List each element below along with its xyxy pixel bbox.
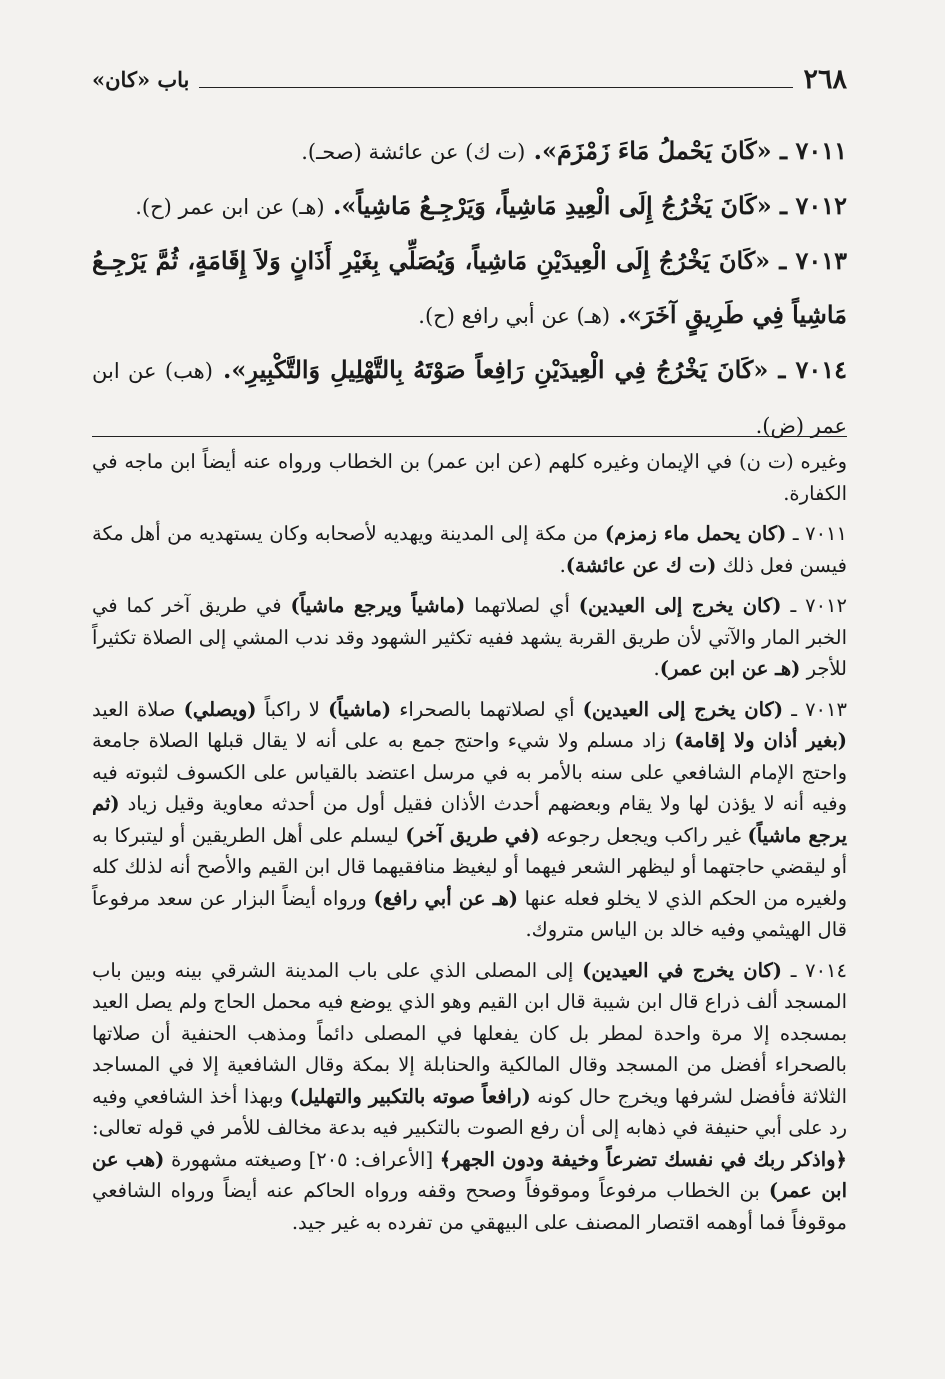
header-rule xyxy=(199,87,793,88)
commentary-bold-quote: (رافعاً صوته بالتكبير والتهليل) xyxy=(289,1084,531,1108)
hadith-source: (هـ) عن ابن عمر (ح). xyxy=(135,195,325,219)
commentary-text: صلاة العيد xyxy=(92,697,184,721)
commentary-bold-quote: (كان يخرج في العيدين) xyxy=(582,958,783,982)
commentary-text: . xyxy=(559,553,566,577)
commentary-text: ٧٠١٢ ـ xyxy=(781,594,848,617)
commentary-bold-quote: (ماشياً) xyxy=(328,697,392,721)
commentary-text: ٧٠١٤ ـ xyxy=(782,958,847,982)
page-number: ٢٦٨ xyxy=(803,63,847,95)
commentary-bold-quote: (كان يحمل ماء زمزم) xyxy=(604,522,787,545)
commentary-text: أي لصلاتهما xyxy=(465,594,579,617)
commentary-text: زاد مسلم ولا شيء واحتج جمع به على أنه لا يقال قبلها الصلاة جامعة واحتج الإمام الشافعي على سنه بالأمر به في مرسل اعتضد بالقياس على الكسوف لثبوته فيه وفيه أنه لا يؤذن لها ولا يقام وبعضهم أحدث الأذان فقيل أول من أحدثه معاوية وقيل زياد xyxy=(92,729,847,815)
hadith-entry: ٧٠١٤ ـ «كَانَ يَخْرُجُ فِي الْعِيدَيْنِ رَافِعاً صَوْتَهُ بِالتَّهْلِيلِ وَالتَّكْبِيرِ». (هب) عن ابن عمر (ض). xyxy=(92,355,847,438)
commentary-text: من مكة إلى المدينة ويهديه لأصحابه وكان يستهديه من أهل مكة فيسن فعل ذلك xyxy=(92,522,847,577)
commentary-bold-quote: (بغير أذان ولا إقامة) xyxy=(674,729,848,752)
commentary-text: ورواه أيضاً البزار عن سعد مرفوعاً قال الهيثمي وفيه خالد بن الياس متروك. xyxy=(92,886,847,941)
hadith-text: «كَانَ يَخْرُجُ إِلَى الْعِيدَيْنِ مَاشِياً، وَيُصَلِّي بِغَيْرِ أَذَانٍ وَلاَ إِقَامَةٍ، ثُمَّ يَرْجِـعُ مَاشِياً فِي طَرِيقٍ آخَرَ». xyxy=(92,246,847,329)
commentary-bold-quote: (ويصلي) xyxy=(183,697,257,721)
commentary-section xyxy=(92,446,847,1247)
hadith-section xyxy=(92,124,847,453)
footnote-divider xyxy=(92,436,847,437)
hadith-number: ٧٠١٢ xyxy=(795,191,847,220)
hadith-text: «كَانَ يَخْرُجُ فِي الْعِيدَيْنِ رَافِعاً صَوْتَهُ بِالتَّهْلِيلِ وَالتَّكْبِيرِ». xyxy=(223,355,769,384)
commentary-text: أي لصلاتهما بالصحراء xyxy=(391,697,583,721)
commentary-text: ليسلم على أهل الطريقين أو ليتبركا به أو ليقضي حاجتهما أو ليظهر الشعر فيهما أو ليغيظ منافقيهما قال ابن القيم والأصح أنه لذلك كله ولغيره من الحكم الذي لا يخلو فعله عنها xyxy=(92,823,847,910)
commentary-text: إلى المصلى الذي على باب المدينة الشرقي بينه وبين باب المسجد ألف ذراع قال ابن شيبة قال ابن القيم وهو الذي يوضع فيه محمل الحاج ولم يصل العيد بمسجده إلا مرة واحدة لمطر بل كان يفعلها في المصلى دائماً ومذهب الحنفية أن صلاتها بالصحراء أفضل من المسجد وقال المالكية والحنابلة إلا بمكة وقال الشافعية إلا في المساجد الثلاثة فأفضل لشرفها ويخرج حال كونه xyxy=(92,958,847,1108)
hadith-text: «كَانَ يَحْملُ مَاءَ زَمْزَمَ». xyxy=(533,136,772,165)
commentary-bold-quote: (كان يخرج إلى العيدين) xyxy=(582,697,784,721)
commentary-bold-quote: (هـ عن ابن عمر) xyxy=(659,657,801,680)
hadith-entry: ٧٠١١ ـ «كَانَ يَحْملُ مَاءَ زَمْزَمَ». (ت ك) عن عائشة (صحـ). xyxy=(301,136,847,165)
page-header xyxy=(92,62,847,96)
commentary-bold-quote: (في طريق آخر) xyxy=(405,823,540,847)
commentary-text: ٧٠١٣ ـ xyxy=(783,697,847,721)
commentary-text: وبهذا أخذ الشافعي وفيه رد على أبي حنيفة في ذهابه إلى أن رفع الصوت بالتكبير فيه بدعة مخالف للأمر في قوله تعالى: xyxy=(92,1084,847,1139)
commentary-paragraph xyxy=(92,955,847,1239)
commentary-bold-quote: (هب عن ابن عمر) xyxy=(92,1147,848,1202)
hadith-source: (هـ) عن أبي رافع (ح). xyxy=(418,304,611,328)
commentary-paragraph xyxy=(92,446,847,509)
commentary-text: ٧٠١١ ـ xyxy=(786,522,847,545)
commentary-text: وغيره (ت ن) في الإيمان وغيره كلهم (عن ابن عمر) بن الخطاب ورواه عنه أيضاً ابن ماجه في الكفارة. xyxy=(92,450,847,505)
commentary-text: غير راكب ويجعل رجوعه xyxy=(539,823,748,847)
commentary-text: بن الخطاب مرفوعاً وموقوفاً وصحح وقفه ورواه الحاكم عنه أيضاً ورواه الشافعي موقوفاً فما أوهمه اقتصار المصنف على البيهقي من تفرده به غير جيد. xyxy=(92,1179,847,1234)
hadith-number: ٧٠١٤ xyxy=(795,355,847,384)
hadith-entry: ٧٠١٣ ـ «كَانَ يَخْرُجُ إِلَى الْعِيدَيْنِ مَاشِياً، وَيُصَلِّي بِغَيْرِ أَذَانٍ وَلاَ إِقَامَةٍ، ثُمَّ يَرْجِـعُ مَاشِياً فِي طَرِيقٍ آخَرَ». (هـ) عن أبي رافع (ح). xyxy=(92,246,847,329)
commentary-bold-quote: (ثم يرجع ماشياً) xyxy=(92,792,847,847)
commentary-bold-quote: (ت ك عن عائشة) xyxy=(565,553,717,577)
commentary-paragraph xyxy=(92,694,847,946)
hadith-source: (ت ك) عن عائشة (صحـ). xyxy=(301,140,526,164)
hadith-text: «كَانَ يَخْرُجُ إِلَى الْعِيدِ مَاشِياً، وَيَرْجِـعُ مَاشِياً». xyxy=(332,191,772,220)
hadith-entry: ٧٠١٢ ـ «كَانَ يَخْرُجُ إِلَى الْعِيدِ مَاشِياً، وَيَرْجِـعُ مَاشِياً». (هـ) عن ابن عمر (ح). xyxy=(135,191,847,220)
commentary-text: لا راكباً xyxy=(256,697,329,721)
commentary-bold-quote: (ماشياً ويرجع ماشياً) xyxy=(290,594,466,617)
commentary-bold-quote: (كان يخرج إلى العيدين) xyxy=(578,594,782,617)
commentary-paragraph xyxy=(92,518,847,581)
commentary-bold-quote: (هـ عن أبي رافع) xyxy=(373,886,518,910)
hadith-source: (هب) عن ابن عمر (ض). xyxy=(92,359,847,438)
commentary-text: . xyxy=(653,657,660,680)
hadith-number: ٧٠١٣ xyxy=(795,246,847,275)
chapter-title: باب «كان» xyxy=(92,66,190,92)
commentary-text: في طريق آخر كما في الخبر المار والآتي لأن طريق القربة يشهد ففيه تكثير الشهود وقد ندب المشي إلى الصلاة تكثيراً للأجر xyxy=(92,594,847,680)
hadith-number: ٧٠١١ xyxy=(795,136,847,165)
commentary-text: [الأعراف: ٢٠٥] وصيغته مشهورة xyxy=(164,1147,440,1171)
commentary-paragraph xyxy=(92,590,847,685)
commentary-bold-quote: ﴿واذكر ربك في نفسك تضرعاً وخيفة ودون الجهر﴾ xyxy=(439,1147,847,1171)
